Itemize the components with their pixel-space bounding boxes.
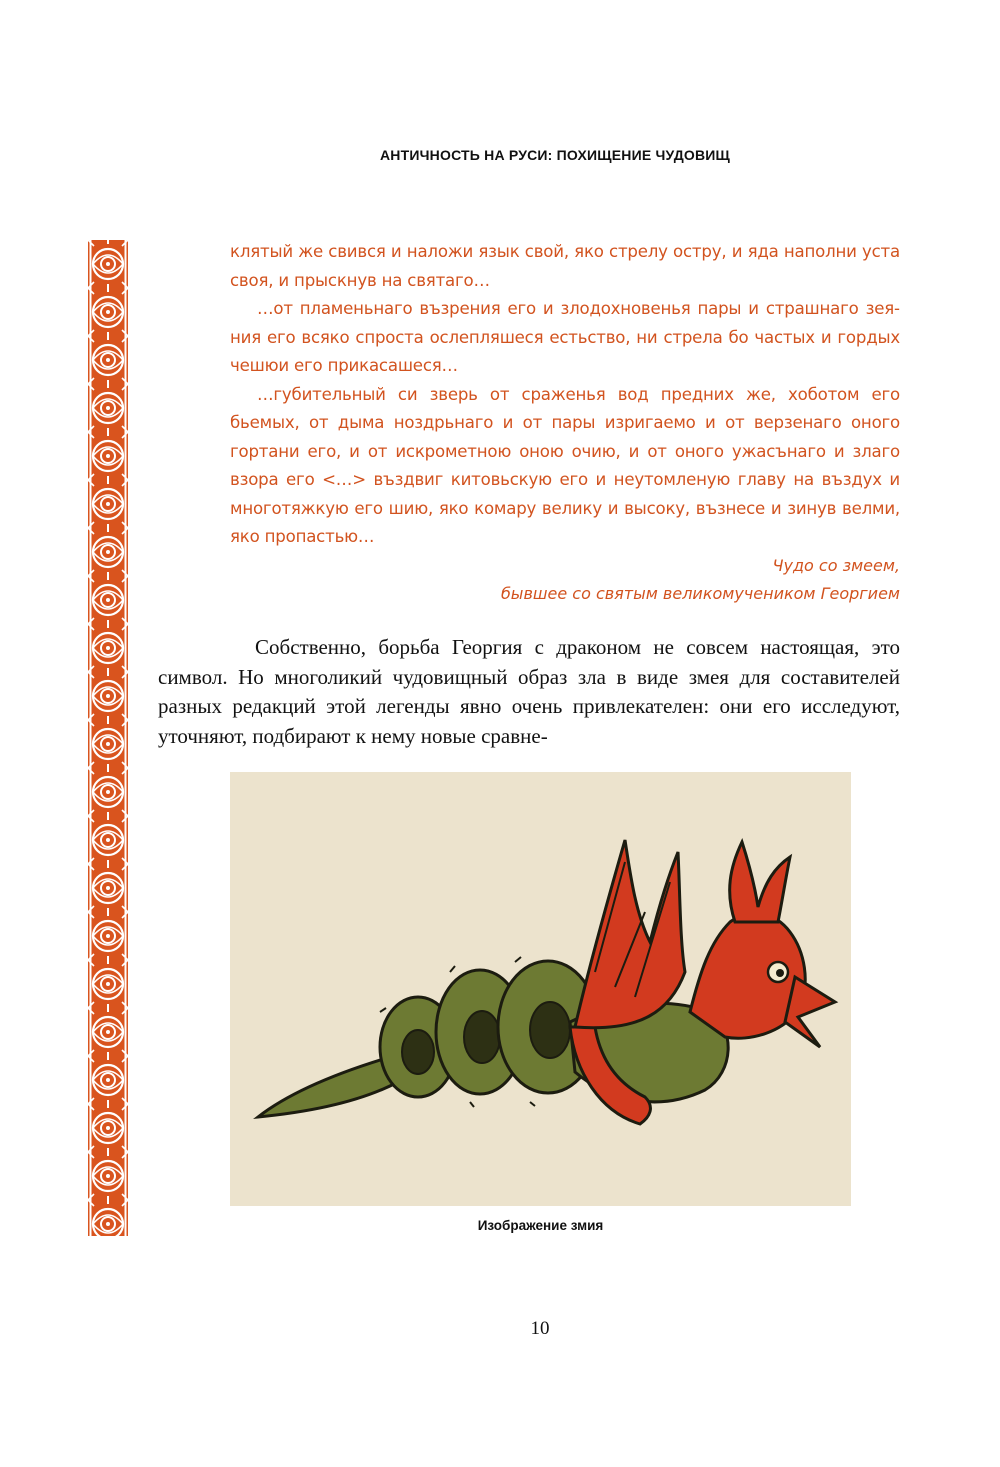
quote-paragraph: клятый же свився и наложи язык свой, яко стрелу остру, и яда наполни уста своя, и прыскнув на святаго…	[230, 242, 900, 290]
attribution-line: бывшее со святым великомучеником Георгием	[500, 584, 900, 603]
figure-caption: Изображение змия	[477, 1218, 604, 1233]
running-title: АНТИЧНОСТЬ НА РУСИ: ПОХИЩЕНИЕ ЧУДОВИЩ	[380, 147, 730, 163]
quotation-block	[230, 238, 900, 552]
serpent-illustration	[230, 772, 851, 1206]
page-number: 10	[530, 1318, 550, 1339]
attribution-line: Чудо со змеем,	[772, 556, 900, 575]
quote-paragraph: …от пламеньнаго възрения его и злодохновенья пары и страшнаго зеяния его всяко спроста ослепляшеся естьство, ни стрела бо частых и гордых чешюи его прикасашеся…	[230, 299, 900, 375]
quote-paragraph: …губительный си зверь от сраженья вод предних же, хоботом его бьемых, от дыма ноздрьнаго и от пары изригаемо и от верзенаго оного гортани его, и от искрометною оною очию, и от оного ужасънаго и злаго взора его <…> въздвиг китовьскую его и неутомленую главу на въздух и многотяжкую его шию, яко комару велику и высоку, възнесе и зинув велми, яко пропастью…	[230, 384, 900, 546]
body-text	[158, 633, 900, 751]
ornamental-border	[88, 240, 128, 1236]
body-paragraph: Собственно, борьба Георгия с драконом не совсем настоящая, это символ. Но многоликий чудовищный образ зла в виде змея для составителей разных редакций этой легенды явно очень привлекателен: они его исследуют, уточняют, подбирают к нему новые сравне-	[158, 635, 900, 748]
quote-attribution	[430, 552, 900, 608]
